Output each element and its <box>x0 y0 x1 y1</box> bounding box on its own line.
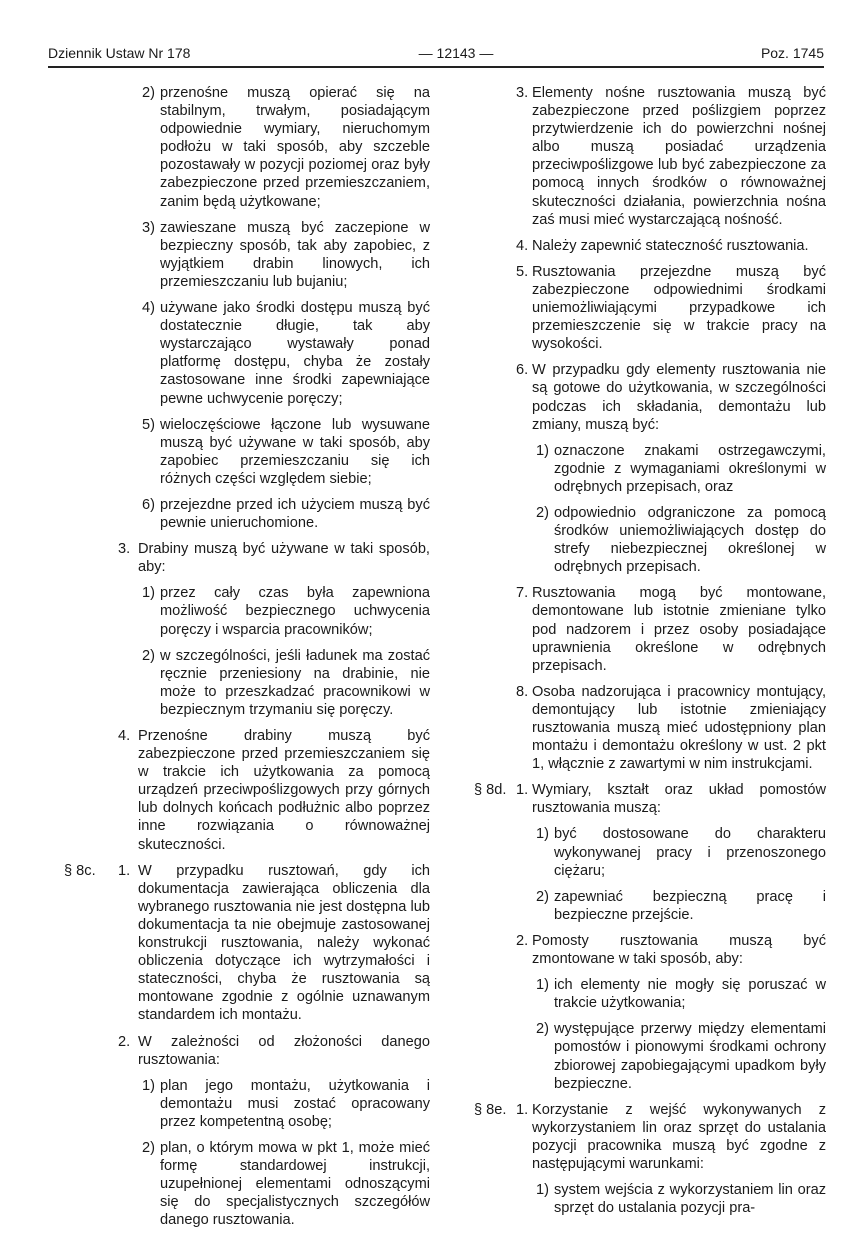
list-item <box>64 299 430 408</box>
item-text: Drabiny muszą być używane w taki sposób, aby: <box>138 541 430 576</box>
item-number: 1) <box>536 1182 549 1199</box>
page-number: — 12143 — <box>418 45 494 61</box>
numbered-paragraph <box>474 263 826 353</box>
item-text: odpowiednio odgraniczone za pomocą środków uniemożliwiających dostęp do strefy niebezpiecznej określonej w odrębnych przepisach. <box>554 504 826 576</box>
list-item <box>64 1139 430 1229</box>
item-number: 1) <box>142 1077 155 1094</box>
item-text: zawieszane muszą być zaczepione w bezpieczny sposób, tak aby zapobiec, z wyjątkiem drabin linowych, ich przemieszczaniu lub bujaniu; <box>160 219 430 290</box>
numbered-paragraph <box>474 932 826 968</box>
item-number: 2) <box>536 1021 549 1038</box>
item-number: 6) <box>142 496 155 513</box>
item-number: 2. <box>118 1033 131 1050</box>
position-number: Poz. 1745 <box>760 45 824 61</box>
list-item <box>64 584 430 638</box>
section-symbol: § 8c. <box>64 862 96 879</box>
list-item <box>474 825 826 879</box>
list-item <box>474 442 826 496</box>
list-item <box>474 1181 826 1217</box>
item-text: Osoba nadzorująca i pracownicy montujący, demontujący lub istotnie zmieniający rusztowania muszą mieć udostępniony plan montażu i demontażu określony w ust. 2 pkt 1, włącznie z zawartymi w nim instrukcjami. <box>532 683 826 773</box>
item-number: 3. <box>118 541 131 558</box>
item-number: 2) <box>142 647 155 664</box>
item-text: Korzystanie z wejść wykonywanych z wykorzystaniem lin oraz sprzęt do ustalania pozycji pracownika muszą być zgodne z następującymi warunkami: <box>532 1101 826 1172</box>
item-text: Rusztowania mogą być montowane, demontowane lub istotnie zmieniane tylko pod nadzorem i przez osoby posiadające uprawnienia określone w odrębnych przepisach. <box>532 585 826 674</box>
numbered-paragraph <box>474 84 826 229</box>
item-text: występujące przerwy między elementami pomostów i pionowymi środkami ochrony zbiorowej zapobiegającymi upadkom były bezpieczne. <box>554 1021 826 1092</box>
numbered-paragraph <box>474 584 826 674</box>
section-paragraph <box>474 781 826 817</box>
section-symbol: § 8d. <box>474 782 507 799</box>
item-number: 8. <box>516 683 529 700</box>
item-text: używane jako środki dostępu muszą być dostatecznie długie, tak aby wystarczająco wystawały ponad platformę dostępu, chyba że zostały zastosowane inne środki zapewniające pewne uchwycenie poręczy; <box>160 300 430 407</box>
item-text: Elementy nośne rusztowania muszą być zabezpieczone przed poślizgiem poprzez przytwierdzenie ich do powierzchni nośnej albo muszą posiadać urządzenia przeciwpoślizgowe lub być zabezpieczone za pomocą innych środków o równoważnej skuteczności działania, powierzchnia nośna zaś musi mieć wystarczającą nośność. <box>532 85 826 228</box>
section-paragraph <box>474 1101 826 1173</box>
numbered-paragraph <box>474 361 826 433</box>
journal-title: Dziennik Ustaw Nr 178 <box>48 45 191 61</box>
item-number: 1) <box>536 442 549 459</box>
page-header <box>48 44 824 66</box>
item-number: 2) <box>142 1139 155 1156</box>
item-text: plan jego montażu, użytkowania i demontażu musi zostać opracowany przez kompetentną osobę; <box>160 1077 430 1130</box>
item-number: 2) <box>536 888 549 905</box>
list-item <box>64 84 430 211</box>
numbered-paragraph <box>64 540 430 576</box>
item-number: 7. <box>516 585 529 602</box>
item-number: 2) <box>536 504 549 521</box>
numbered-paragraph <box>64 727 430 854</box>
header-rule <box>48 66 824 68</box>
item-text: wieloczęściowe łączone lub wysuwane muszą być używane w taki sposób, aby zapobiec przemieszczaniu się ich różnych części względem siebie; <box>160 416 430 487</box>
list-item <box>64 1077 430 1131</box>
item-text: Pomosty rusztowania muszą być zmontowane w taki sposób, aby: <box>532 932 826 968</box>
item-text: plan, o którym mowa w pkt 1, może mieć formę standardowej instrukcji, uzupełnionej elementami odnoszącymi się do specjalistycznych szczegółów danego rusztowania. <box>160 1139 430 1229</box>
list-item <box>474 1020 826 1092</box>
item-text: W zależności od złożoności danego rusztowania: <box>138 1033 430 1068</box>
item-number: 1. <box>516 1101 529 1118</box>
list-item <box>64 416 430 488</box>
item-text: być dostosowane do charakteru wykonywanej pracy i przenoszonego ciężaru; <box>554 826 826 879</box>
item-number: 1) <box>142 585 155 602</box>
item-number: 3. <box>516 85 529 101</box>
item-number: 5. <box>516 263 529 280</box>
numbered-paragraph <box>64 1033 430 1069</box>
numbered-paragraph <box>474 237 826 255</box>
item-number: 6. <box>516 362 529 379</box>
item-text: przejezdne przed ich użyciem muszą być pewnie unieruchomione. <box>160 496 430 532</box>
list-item <box>64 496 430 532</box>
item-number: 4) <box>142 300 155 317</box>
list-item <box>64 647 430 719</box>
item-text: przenośne muszą opierać się na stabilnym, trwałym, posiadającym odpowiednie wymiary, nieruchomym podłożu w taki sposób, aby szczeble pozostawały w pozycji poziomej oraz były zabezpieczone przed przemieszczaniem, zanim będą użytkowane; <box>160 85 430 210</box>
item-number: 1) <box>536 826 549 843</box>
item-text: ich elementy nie mogły się poruszać w trakcie użytkowania; <box>554 977 826 1012</box>
left-column <box>64 84 430 1237</box>
item-text: w szczególności, jeśli ładunek ma zostać ręcznie przeniesiony na drabinie, nie może to przeszkadzać pracownikowi w bezpiecznym trzymaniu się poręczy. <box>160 647 430 718</box>
item-number: 2) <box>142 85 155 101</box>
item-text: Wymiary, kształt oraz układ pomostów rusztowania muszą: <box>532 782 826 817</box>
item-number: 3) <box>142 219 155 236</box>
item-text: zapewniać bezpieczną pracę i bezpieczne przejście. <box>554 888 826 923</box>
item-text: W przypadku gdy elementy rusztowania nie są gotowe do użytkowania, w szczególności podczas ich składania, demontażu lub zmiany, muszą być: <box>532 362 826 433</box>
item-number: 1. <box>516 782 529 799</box>
list-item <box>474 888 826 924</box>
right-column <box>474 84 826 1225</box>
section-symbol: § 8e. <box>474 1101 507 1118</box>
list-item <box>474 976 826 1012</box>
item-number: 5) <box>142 416 155 433</box>
item-number: 2. <box>516 932 529 949</box>
item-number: 4. <box>118 728 131 744</box>
item-number: 4. <box>516 237 529 254</box>
item-text: Rusztowania przejezdne muszą być zabezpieczone odpowiednimi środkami uniemożliwiającymi przypadkowe ich przemieszczenie się w trakcie pracy na wysokości. <box>532 263 826 353</box>
item-text: Przenośne drabiny muszą być zabezpieczone przed przemieszczaniem się w trakcie ich użytkowania za pomocą urządzeń przeciwpoślizgowych przy górnych lub dolnych końcach podłużnic albo poprzez inne rozwiązania o równoważnej skuteczności. <box>138 728 430 853</box>
item-text: oznaczone znakami ostrzegawczymi, zgodnie z wymaganiami określonymi w odrębnych przepisach, oraz <box>554 442 826 495</box>
item-text: W przypadku rusztowań, gdy ich dokumentacja zawierająca obliczenia dla wybranego rusztowania nie jest dostępna lub dokumentacja ta nie obejmuje zastosowanej konstrukcji rusztowania, należy wykonać obliczenia dotyczące ich wytrzymałości i stateczności, chyba że rusztowania są montowane zgodnie z ogólnie uznawanym standardem ich montażu. <box>138 862 430 1024</box>
item-number: 1) <box>536 977 549 994</box>
item-text: przez cały czas była zapewniona możliwość bezpiecznego uchwycenia poręczy i wsparcia pracowników; <box>160 585 430 638</box>
numbered-paragraph <box>474 683 826 773</box>
list-item <box>474 504 826 576</box>
item-text: Należy zapewnić stateczność rusztowania. <box>532 237 809 254</box>
item-text: system wejścia z wykorzystaniem lin oraz sprzęt do ustalania pozycji pra- <box>554 1182 826 1217</box>
item-number: 1. <box>118 862 131 879</box>
list-item <box>64 219 430 291</box>
section-paragraph <box>64 862 430 1025</box>
